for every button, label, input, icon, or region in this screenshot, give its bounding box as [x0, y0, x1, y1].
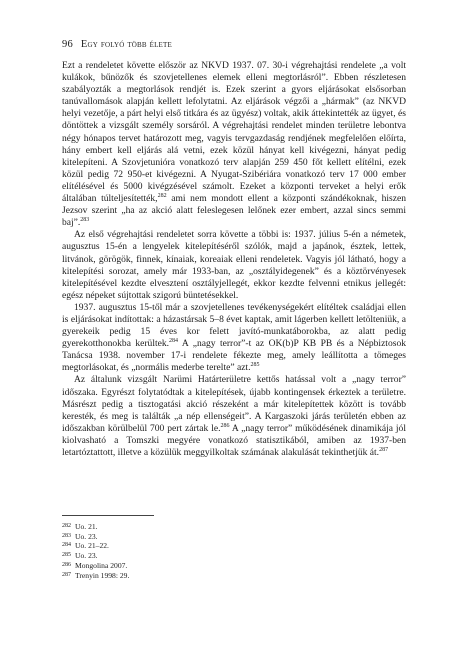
footnote-text: Trenyin 1998: 29. — [75, 570, 130, 580]
footnote-text: Uo. 23. — [75, 551, 98, 561]
running-title: Egy folyó több élete — [80, 39, 172, 50]
footnote-item — [62, 522, 406, 532]
footnote-list — [62, 522, 406, 580]
footnote-marker: 284 — [169, 337, 179, 344]
text-segment: Az általunk vizsgált Narümi Határterületre kettős hatással volt a „nagy terror” időszaka. Egyrészt folytatódtak a kitelepítések, újabb kontingensek érkeztek a területre. Másrészt pedig a tisztogatási akció részeként a már kitelepítettek között is tovább keresték, és meg is találták „a nép ellenségeit”. A Kargaszoki járás területén ebben az időszakban körülbelül 700 pert zártak le. — [62, 374, 406, 434]
footnote-divider — [62, 515, 154, 516]
footnote-number: 283 — [62, 532, 71, 539]
footnote-number: 286 — [62, 561, 71, 568]
running-header — [62, 39, 172, 50]
paragraph-2 — [62, 229, 406, 302]
footnote-marker: 287 — [379, 446, 389, 453]
text-segment: ami nem mondott ellent a központi szándékoknak, hiszen Jezsov szerint „ha az akció alatt feleslegesen lelőnek ezer embert, azzal sincs semmi baj”. — [62, 193, 406, 229]
footnote-marker: 286 — [220, 422, 230, 429]
footnote-number: 282 — [62, 523, 71, 529]
footnote-text: Uo. 21–22. — [75, 541, 109, 551]
footnote-number: 285 — [62, 552, 71, 559]
footnote-number: 287 — [62, 571, 71, 578]
footnote-marker: 285 — [250, 362, 260, 369]
paragraph-4 — [62, 374, 406, 459]
footnote-item — [62, 532, 406, 542]
footnote-item — [62, 551, 406, 561]
footnote-marker: 283 — [80, 217, 90, 224]
footnote-item — [62, 571, 406, 581]
paragraph-1 — [62, 60, 406, 229]
text-segment: A „nagy terror”-t az OK(b)P KB PB és a Népbiztosok Tanácsa 1938. november 17-i rendelete fékezte meg, amely leállította a tömeges megtorlásokat, és „normális mederbe terelte” azt. — [62, 338, 406, 374]
text-segment: Ezt a rendeletet követte először az NKVD 1937. 07. 30-i végrehajtási rendelete „a volt kulákok, bűnözők és szovjetellenes elemek elleni megtorlásról”. Ebben részletesen szabályozták a megtorlások rendjét is. Ezek szerint a gyors eljárásokat elsősorban tanúvallomások alapján kellett lefolytatni. Az eljárások végzői a „hármak” (az NKVD helyi vezetője, a párt helyi első titkára és az ügyész) voltak, akik áttekintették az ügyet, és döntöttek a vizsgált személy sorsáról. A végrehajtási rendelet minden területre lebontva négy hónapos tervet határozott meg, vagyis tervgazdaság rendjének megfelelően előírta, hány embert kell eljárás alá vetni, ezek közül hányat kell kivégezni, hányat pedig kitelepíteni. A Szovjetunióra vonatkozó terv alapján 259 450 főt kellett elítélni, ezek közül pedig 72 950-et kivégezni. A Nyugat-Szibériára vonatkozó terv 17 000 ember elítélésével és 5000 kivégzésével számolt. Ezeket a központi terveket a helyi erők általában túlteljesítették, — [62, 60, 406, 205]
footnote-item — [62, 541, 406, 551]
page-number: 96 — [62, 39, 73, 50]
text-segment: A „nagy terror” működésének dinamikája jól kiolvasható a Tomszki megyére vonatkozó statisztikából, amiben az 1937-ben letartóztattott, illetve a közülük meggyilkoltak számának alakulását tekinthetjük át. — [62, 422, 406, 458]
footnote-number: 284 — [62, 542, 71, 549]
text-segment: Az első végrehajtási rendeletet sorra követte a többi is: 1937. július 5-én a németek, augusztus 15-én a lengyelek kitelepítéséről szólók, majd a japánok, észtek, lettek, litvánok, görögök, finnek, kínaiak, koreaiak elleni rendeletek. Vagyis jól látható, hogy a kitelepítési sorozat, amely már 1933-ban, az „osztályidegenek” és a köztörvényesek kitelepítésével kezdte elvesztení osztályjellegét, ekkor kezdte felvenni etnikus jellegét: egész népeket sújtottak szigorú büntetésekkel. — [62, 229, 406, 301]
text-segment: 1937. augusztus 15-től már a szovjetellenes tevékenységekért elítéltek családjai ellen is eljárásokat indítottak: a házastársak 5–8 évet kaptak, amit lágerben kellett letölteniük, a gyerekeik pedig 15 éves kor felett javító-munkatáborokba, az alatt pedig gyerekotthonokba kerültek. — [62, 301, 406, 350]
footnote-marker: 282 — [157, 192, 167, 199]
footnotes — [62, 515, 406, 580]
footnote-text: Mongolina 2007. — [75, 560, 128, 570]
footnote-text: Uo. 23. — [75, 531, 98, 541]
paragraph-3 — [62, 302, 406, 375]
footnote-item — [62, 561, 406, 571]
body-text — [62, 60, 406, 459]
footnote-text: Uo. 21. — [75, 522, 98, 531]
